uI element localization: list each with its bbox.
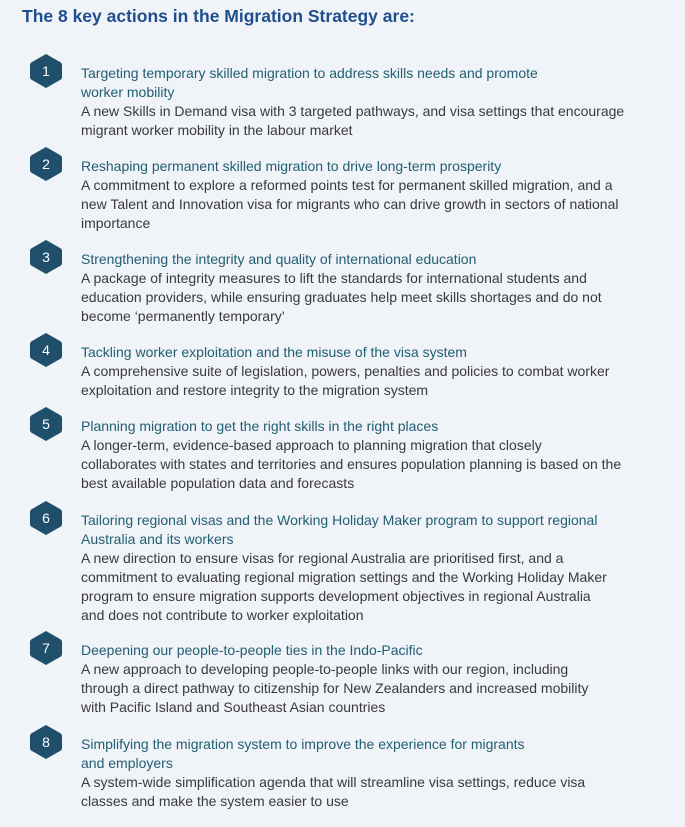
- badge-number: 5: [42, 416, 50, 432]
- action-description-line: A new Skills in Demand visa with 3 targeted pathways, and visa settings that encourage: [81, 103, 625, 119]
- action-description-line: education providers, while ensuring graduates help meet skills shortages and do not: [81, 289, 602, 305]
- action-description-line: with Pacific Island and Southeast Asian countries: [81, 699, 386, 715]
- action-description-line: A new direction to ensure visas for regional Australia are prioritised first, and a: [81, 550, 564, 566]
- action-description: [81, 436, 671, 493]
- number-badge: [29, 406, 63, 442]
- action-description-line: new Talent and Innovation visa for migrants who can drive growth in sectors of national: [81, 196, 619, 212]
- badge-number: 7: [42, 640, 50, 656]
- badge-number: 4: [42, 342, 50, 358]
- badge-number: 8: [42, 734, 50, 750]
- number-badge: [29, 146, 63, 182]
- action-description: [81, 362, 671, 400]
- action-description-line: A longer-term, evidence-based approach to planning migration that closely: [81, 437, 542, 453]
- action-description-line: exploitation and restore integrity to the migration system: [81, 382, 429, 398]
- action-description: [81, 102, 671, 140]
- action-description: [81, 176, 671, 233]
- number-badge: [29, 724, 63, 760]
- action-description-line: importance: [81, 215, 151, 231]
- action-title: [81, 511, 641, 549]
- page-heading: The 8 key actions in the Migration Strategy are:: [22, 6, 415, 26]
- action-description-line: A new approach to developing people-to-people links with our region, including: [81, 661, 569, 677]
- action-title: [81, 735, 641, 773]
- action-title-line: Simplifying the migration system to improve the experience for migrants: [81, 736, 525, 752]
- action-title: [81, 64, 641, 102]
- action-title: [81, 641, 641, 660]
- action-title-line: Planning migration to get the right skills in the right places: [81, 418, 439, 434]
- badge-number: 3: [42, 249, 50, 265]
- action-title-line: Tackling worker exploitation and the misuse of the visa system: [81, 344, 467, 360]
- action-description-line: through a direct pathway to citizenship for New Zealanders and increased mobility: [81, 680, 589, 696]
- action-description-line: A system-wide simplification agenda that will streamline visa settings, reduce visa: [81, 774, 586, 790]
- action-description: [81, 660, 671, 717]
- action-description-line: migrant worker mobility in the labour market: [81, 122, 353, 138]
- action-description-line: become ‘permanently temporary’: [81, 308, 285, 324]
- action-title-line: Targeting temporary skilled migration to address skills needs and promote: [81, 65, 538, 81]
- number-badge: [29, 332, 63, 368]
- action-description: [81, 773, 671, 811]
- action-description-line: classes and make the system easier to use: [81, 793, 349, 809]
- action-description-line: program to ensure migration supports development objectives in regional Australia: [81, 588, 591, 604]
- action-description-line: A comprehensive suite of legislation, powers, penalties and policies to combat worker: [81, 363, 610, 379]
- action-title: [81, 343, 641, 362]
- action-description-line: best available population data and forecasts: [81, 475, 355, 491]
- action-title-line: Strengthening the integrity and quality of international education: [81, 251, 477, 267]
- number-badge: [29, 500, 63, 536]
- action-description-line: A package of integrity measures to lift the standards for international students and: [81, 270, 587, 286]
- action-description: [81, 269, 671, 326]
- action-title-line: Deepening our people-to-people ties in the Indo-Pacific: [81, 642, 423, 658]
- action-description-line: and does not contribute to worker exploitation: [81, 607, 364, 623]
- action-description: [81, 549, 671, 625]
- action-title-line: Australia and its workers: [81, 531, 234, 547]
- action-title: [81, 157, 641, 176]
- action-title-line: Tailoring regional visas and the Working Holiday Maker program to support regional: [81, 512, 598, 528]
- badge-number: 2: [42, 156, 50, 172]
- action-title: [81, 250, 641, 269]
- number-badge: [29, 53, 63, 89]
- action-description-line: commitment to evaluating regional migration settings and the Working Holiday Maker: [81, 569, 607, 585]
- action-title: [81, 417, 641, 436]
- action-title-line: worker mobility: [81, 84, 175, 100]
- number-badge: [29, 239, 63, 275]
- action-title-line: and employers: [81, 755, 173, 771]
- badge-number: 6: [42, 510, 50, 526]
- badge-number: 1: [42, 63, 50, 79]
- action-title-line: Reshaping permanent skilled migration to drive long-term prosperity: [81, 158, 502, 174]
- action-description-line: collaborates with states and territories and ensures population planning is based on the: [81, 456, 622, 472]
- action-description-line: A commitment to explore a reformed points test for permanent skilled migration, and a: [81, 177, 613, 193]
- number-badge: [29, 630, 63, 666]
